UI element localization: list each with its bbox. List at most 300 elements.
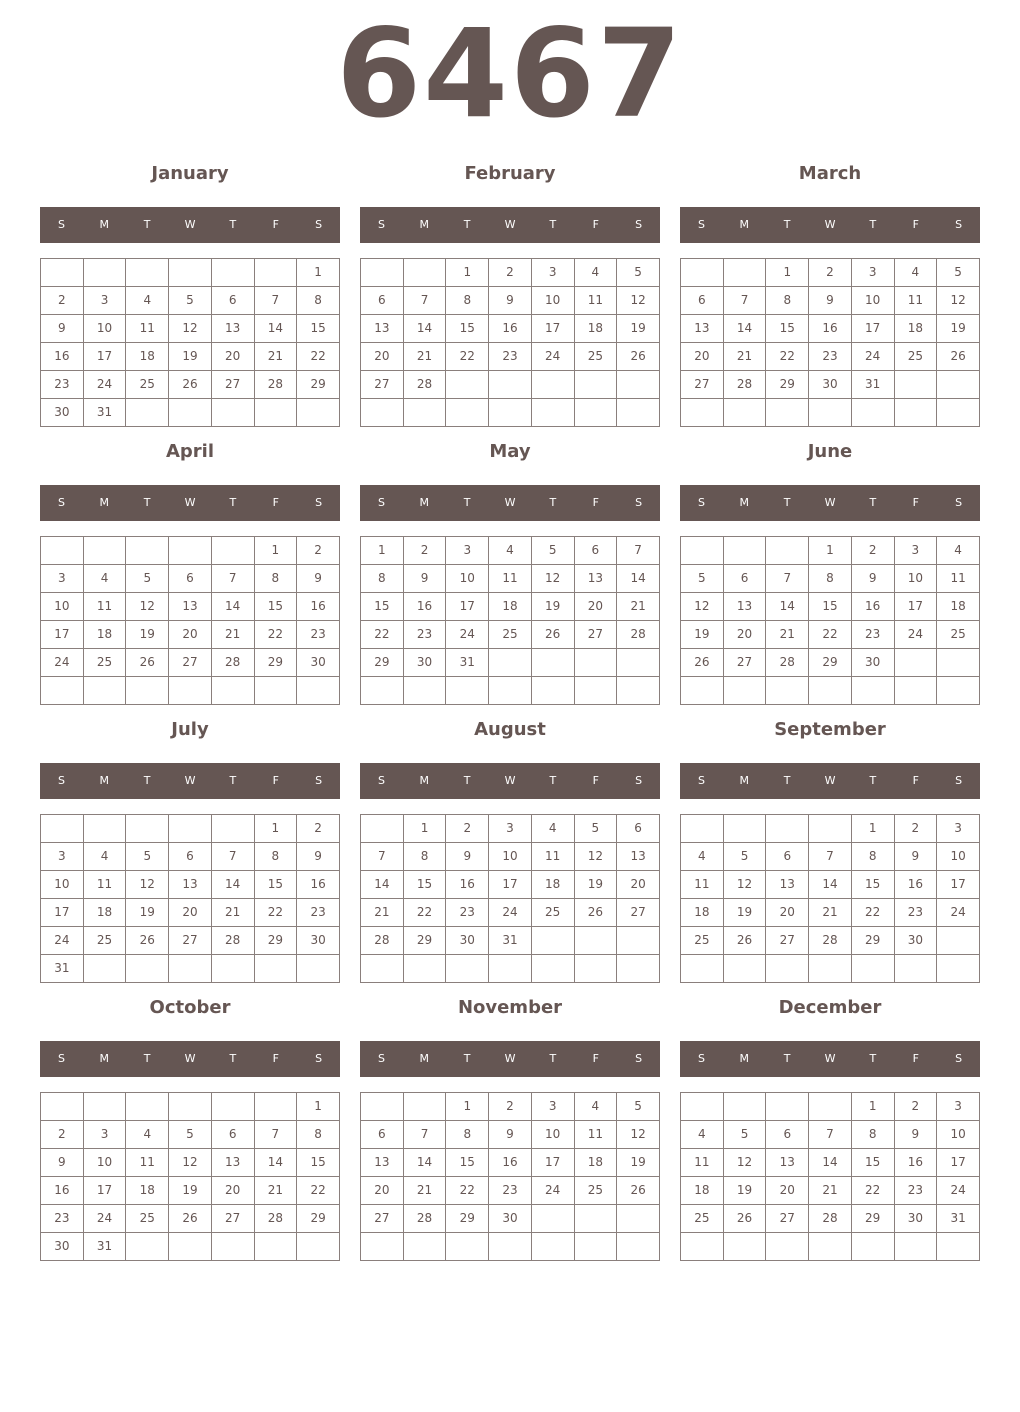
weekday-label: W [824, 218, 836, 231]
day-cell: 22 [809, 621, 852, 649]
day-cell [681, 955, 724, 983]
day-cell [126, 399, 169, 427]
week-row [681, 1121, 980, 1149]
day-cell: 16 [489, 315, 532, 343]
day-grid [360, 1092, 660, 1261]
day-cell: 25 [126, 371, 169, 399]
day-cell [894, 1233, 937, 1261]
day-cell [41, 1093, 84, 1121]
weekday-label: W [824, 774, 836, 787]
day-cell: 14 [403, 315, 446, 343]
day-cell: 11 [126, 1149, 169, 1177]
day-cell [254, 677, 297, 705]
day-cell [531, 955, 574, 983]
day-cell [937, 677, 980, 705]
day-cell: 8 [297, 1121, 340, 1149]
day-cell: 25 [531, 899, 574, 927]
day-cell: 18 [894, 315, 937, 343]
day-cell: 17 [489, 871, 532, 899]
day-cell: 2 [446, 815, 489, 843]
day-cell [617, 1233, 660, 1261]
week-row [361, 677, 660, 705]
day-cell [574, 371, 617, 399]
day-cell [681, 1093, 724, 1121]
weekday-label: M [739, 774, 750, 787]
weekday-label: T [869, 218, 877, 231]
day-cell: 3 [489, 815, 532, 843]
day-cell: 10 [937, 843, 980, 871]
day-cell: 5 [617, 259, 660, 287]
week-row [681, 955, 980, 983]
week-row [361, 565, 660, 593]
day-cell: 23 [851, 621, 894, 649]
day-cell [531, 371, 574, 399]
week-row [41, 399, 340, 427]
day-cell: 2 [297, 815, 340, 843]
day-cell [126, 537, 169, 565]
day-cell [531, 1233, 574, 1261]
week-row [681, 815, 980, 843]
day-cell: 24 [41, 649, 84, 677]
day-cell: 17 [83, 343, 126, 371]
day-cell: 5 [681, 565, 724, 593]
week-row [681, 1205, 980, 1233]
week-row [41, 899, 340, 927]
day-cell [531, 677, 574, 705]
day-cell: 26 [169, 371, 212, 399]
day-cell: 11 [83, 593, 126, 621]
day-cell [937, 955, 980, 983]
day-cell [126, 1093, 169, 1121]
day-cell: 9 [297, 565, 340, 593]
week-row [681, 371, 980, 399]
day-cell [254, 399, 297, 427]
weekday-label: M [99, 1052, 110, 1065]
day-cell: 15 [851, 1149, 894, 1177]
day-cell: 28 [809, 927, 852, 955]
month-title: August [474, 719, 546, 740]
day-cell [361, 955, 404, 983]
day-cell: 24 [531, 343, 574, 371]
day-grid [40, 814, 340, 983]
day-cell: 25 [489, 621, 532, 649]
weekday-label: T [869, 774, 877, 787]
day-cell: 7 [254, 287, 297, 315]
day-cell: 1 [851, 815, 894, 843]
day-cell: 5 [574, 815, 617, 843]
day-cell [937, 1233, 980, 1261]
day-cell: 23 [41, 1205, 84, 1233]
month-title: March [798, 163, 862, 184]
weekday-label: F [592, 774, 599, 787]
day-cell: 1 [403, 815, 446, 843]
day-cell: 15 [403, 871, 446, 899]
day-cell: 27 [766, 927, 809, 955]
day-cell [489, 677, 532, 705]
day-cell: 1 [254, 537, 297, 565]
weekday-label: F [592, 218, 599, 231]
weekday-label: F [912, 218, 919, 231]
day-cell [489, 955, 532, 983]
day-cell [169, 1233, 212, 1261]
weekday-label: S [635, 774, 643, 787]
day-cell: 30 [489, 1205, 532, 1233]
week-row [41, 677, 340, 705]
day-cell [169, 955, 212, 983]
weekday-label: T [229, 218, 237, 231]
day-cell: 30 [809, 371, 852, 399]
day-cell: 21 [254, 343, 297, 371]
weekday-header [360, 763, 660, 799]
day-grid [680, 814, 980, 983]
day-cell: 9 [489, 287, 532, 315]
day-cell [766, 955, 809, 983]
day-cell: 28 [403, 1205, 446, 1233]
day-cell: 27 [574, 621, 617, 649]
day-cell [254, 955, 297, 983]
day-cell: 30 [851, 649, 894, 677]
day-cell: 14 [211, 871, 254, 899]
day-cell: 16 [41, 343, 84, 371]
day-cell: 27 [169, 927, 212, 955]
day-cell: 14 [403, 1149, 446, 1177]
day-grid [680, 1092, 980, 1261]
day-cell: 26 [126, 927, 169, 955]
week-row [361, 1149, 660, 1177]
week-row [361, 927, 660, 955]
week-row [681, 399, 980, 427]
day-cell: 15 [254, 871, 297, 899]
day-cell: 4 [126, 1121, 169, 1149]
day-cell: 18 [489, 593, 532, 621]
weekday-label: T [463, 1052, 471, 1065]
day-cell [41, 537, 84, 565]
weekday-label: T [549, 496, 557, 509]
weekday-label: T [229, 1052, 237, 1065]
day-cell: 9 [297, 843, 340, 871]
day-cell: 25 [574, 343, 617, 371]
day-cell [723, 259, 766, 287]
day-cell [766, 399, 809, 427]
day-cell: 17 [41, 899, 84, 927]
day-cell [211, 399, 254, 427]
weekday-label: S [57, 218, 65, 231]
weekday-label: F [912, 496, 919, 509]
weekday-header [680, 1041, 980, 1077]
day-cell: 29 [254, 927, 297, 955]
week-row [361, 537, 660, 565]
weekday-label: S [697, 1052, 705, 1065]
day-cell: 30 [403, 649, 446, 677]
day-cell: 27 [723, 649, 766, 677]
day-cell: 7 [254, 1121, 297, 1149]
day-cell [766, 1233, 809, 1261]
day-cell: 4 [681, 1121, 724, 1149]
week-row [41, 1093, 340, 1121]
day-cell: 8 [446, 287, 489, 315]
day-cell: 8 [851, 843, 894, 871]
week-row [41, 1177, 340, 1205]
day-cell: 11 [574, 1121, 617, 1149]
day-cell: 18 [531, 871, 574, 899]
day-cell: 17 [937, 1149, 980, 1177]
weekday-label: T [783, 774, 791, 787]
day-grid [40, 536, 340, 705]
day-cell: 8 [361, 565, 404, 593]
weekday-label: W [184, 774, 196, 787]
day-cell: 2 [851, 537, 894, 565]
day-cell: 24 [41, 927, 84, 955]
weekday-header [360, 1041, 660, 1077]
day-cell: 19 [937, 315, 980, 343]
day-cell [41, 677, 84, 705]
day-cell: 1 [254, 815, 297, 843]
weekday-label: S [315, 774, 323, 787]
weekday-label: S [697, 774, 705, 787]
day-cell: 9 [894, 843, 937, 871]
day-cell: 26 [937, 343, 980, 371]
day-cell: 23 [446, 899, 489, 927]
day-cell [809, 815, 852, 843]
day-cell: 21 [403, 343, 446, 371]
day-cell [254, 1093, 297, 1121]
day-cell: 9 [489, 1121, 532, 1149]
day-cell: 2 [41, 1121, 84, 1149]
day-cell [681, 1233, 724, 1261]
day-cell: 25 [83, 649, 126, 677]
weekday-label: F [592, 496, 599, 509]
weekday-label: T [783, 1052, 791, 1065]
week-row [681, 1093, 980, 1121]
week-row [361, 843, 660, 871]
weekday-label: T [143, 496, 151, 509]
day-cell [766, 677, 809, 705]
day-cell [766, 537, 809, 565]
week-row [681, 315, 980, 343]
weekday-label: W [504, 496, 516, 509]
weekday-label: M [419, 774, 430, 787]
week-row [361, 399, 660, 427]
day-cell: 28 [211, 927, 254, 955]
day-cell [851, 399, 894, 427]
day-cell: 14 [809, 871, 852, 899]
day-cell: 19 [126, 899, 169, 927]
week-row [681, 1149, 980, 1177]
day-cell: 23 [489, 1177, 532, 1205]
day-cell: 22 [254, 621, 297, 649]
day-cell: 22 [361, 621, 404, 649]
weekday-label: M [739, 496, 750, 509]
day-cell: 18 [937, 593, 980, 621]
day-cell: 2 [403, 537, 446, 565]
day-cell [723, 399, 766, 427]
weekday-label: T [549, 1052, 557, 1065]
day-cell: 21 [809, 899, 852, 927]
weekday-label: T [143, 1052, 151, 1065]
day-cell: 16 [41, 1177, 84, 1205]
day-cell: 29 [403, 927, 446, 955]
weekday-label: T [783, 218, 791, 231]
day-cell [894, 955, 937, 983]
day-cell: 28 [211, 649, 254, 677]
day-cell: 11 [574, 287, 617, 315]
weekday-header [680, 207, 980, 243]
day-cell [297, 955, 340, 983]
day-cell [297, 677, 340, 705]
day-cell: 19 [723, 1177, 766, 1205]
day-cell [361, 677, 404, 705]
day-cell [211, 1093, 254, 1121]
day-cell: 21 [361, 899, 404, 927]
week-row [681, 1177, 980, 1205]
day-cell [937, 399, 980, 427]
day-cell: 22 [851, 899, 894, 927]
day-cell: 17 [41, 621, 84, 649]
weekday-label: S [697, 496, 705, 509]
day-cell: 15 [851, 871, 894, 899]
month-title: September [774, 719, 886, 740]
day-cell: 4 [574, 1093, 617, 1121]
day-cell [681, 537, 724, 565]
day-cell: 29 [851, 1205, 894, 1233]
day-cell [403, 1233, 446, 1261]
day-cell: 15 [361, 593, 404, 621]
month-title: January [151, 163, 229, 184]
day-cell [126, 1233, 169, 1261]
day-cell: 10 [851, 287, 894, 315]
day-cell: 22 [403, 899, 446, 927]
day-cell: 5 [937, 259, 980, 287]
day-cell: 18 [681, 1177, 724, 1205]
day-cell: 29 [809, 649, 852, 677]
day-cell [83, 259, 126, 287]
weekday-label: S [377, 774, 385, 787]
day-cell: 3 [851, 259, 894, 287]
weekday-label: W [824, 1052, 836, 1065]
day-cell [83, 955, 126, 983]
week-row [681, 287, 980, 315]
day-cell: 30 [41, 399, 84, 427]
weekday-label: W [184, 218, 196, 231]
day-cell: 13 [766, 871, 809, 899]
day-cell: 25 [681, 1205, 724, 1233]
day-cell [489, 1233, 532, 1261]
day-cell: 9 [894, 1121, 937, 1149]
day-cell: 25 [574, 1177, 617, 1205]
week-row [361, 1121, 660, 1149]
weekday-label: F [592, 1052, 599, 1065]
day-cell [617, 927, 660, 955]
day-cell: 10 [937, 1121, 980, 1149]
day-cell: 6 [617, 815, 660, 843]
day-cell: 12 [126, 593, 169, 621]
weekday-label: F [272, 496, 279, 509]
day-cell: 12 [723, 871, 766, 899]
day-cell: 25 [894, 343, 937, 371]
day-cell: 4 [937, 537, 980, 565]
weekday-label: M [419, 1052, 430, 1065]
day-cell: 24 [937, 899, 980, 927]
weekday-label: S [315, 218, 323, 231]
day-cell: 26 [531, 621, 574, 649]
day-cell: 24 [446, 621, 489, 649]
day-cell: 18 [126, 343, 169, 371]
day-cell: 1 [297, 259, 340, 287]
day-cell: 7 [211, 843, 254, 871]
day-cell: 7 [617, 537, 660, 565]
day-cell: 20 [766, 1177, 809, 1205]
day-cell: 17 [937, 871, 980, 899]
day-cell: 14 [254, 1149, 297, 1177]
day-cell: 27 [211, 1205, 254, 1233]
day-cell: 23 [894, 899, 937, 927]
day-cell: 15 [297, 1149, 340, 1177]
week-row [681, 1233, 980, 1261]
week-row [361, 259, 660, 287]
weekday-label: M [739, 218, 750, 231]
day-cell: 26 [681, 649, 724, 677]
day-cell: 23 [297, 621, 340, 649]
day-cell: 12 [126, 871, 169, 899]
weekday-label: S [635, 218, 643, 231]
day-cell: 12 [617, 287, 660, 315]
day-cell: 5 [723, 843, 766, 871]
day-cell [937, 371, 980, 399]
day-cell: 29 [446, 1205, 489, 1233]
day-cell [489, 649, 532, 677]
month-title: December [778, 997, 882, 1018]
day-cell: 28 [403, 371, 446, 399]
day-cell: 11 [681, 871, 724, 899]
day-cell: 29 [361, 649, 404, 677]
weekday-label: W [504, 218, 516, 231]
day-cell: 22 [297, 343, 340, 371]
day-cell [617, 649, 660, 677]
day-cell: 24 [894, 621, 937, 649]
day-cell [574, 649, 617, 677]
day-cell: 7 [403, 287, 446, 315]
day-cell: 12 [723, 1149, 766, 1177]
day-cell: 18 [681, 899, 724, 927]
day-cell [617, 399, 660, 427]
day-cell: 2 [489, 259, 532, 287]
day-cell: 19 [574, 871, 617, 899]
day-cell: 14 [361, 871, 404, 899]
day-cell: 3 [531, 1093, 574, 1121]
day-cell: 4 [894, 259, 937, 287]
day-cell: 10 [531, 1121, 574, 1149]
day-cell [361, 399, 404, 427]
day-cell: 9 [446, 843, 489, 871]
day-cell: 5 [169, 1121, 212, 1149]
week-row [681, 537, 980, 565]
day-cell: 16 [489, 1149, 532, 1177]
day-cell: 21 [211, 899, 254, 927]
day-cell: 29 [297, 371, 340, 399]
weekday-header [680, 763, 980, 799]
week-row [41, 815, 340, 843]
day-cell: 23 [41, 371, 84, 399]
week-row [681, 593, 980, 621]
day-cell: 13 [169, 871, 212, 899]
day-cell [211, 955, 254, 983]
day-cell: 14 [254, 315, 297, 343]
day-cell: 9 [809, 287, 852, 315]
day-cell: 23 [489, 343, 532, 371]
day-cell: 16 [894, 1149, 937, 1177]
day-cell [809, 1093, 852, 1121]
day-cell: 12 [937, 287, 980, 315]
